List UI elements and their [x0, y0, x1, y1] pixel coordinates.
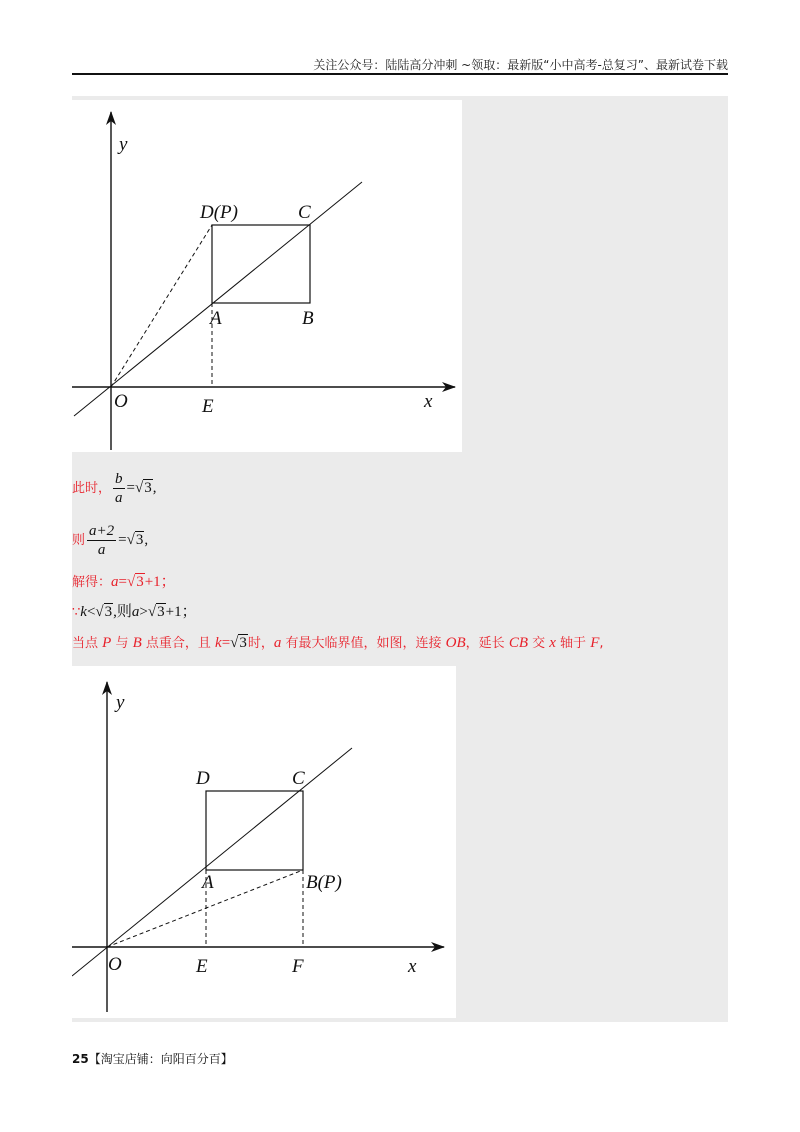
header-rule — [72, 73, 728, 75]
label-a: A — [210, 308, 222, 329]
page-footer — [72, 1050, 233, 1067]
solution-line-1: 此时， $\frac{b}{a}$ =√3, — [72, 471, 157, 506]
label-b: B — [302, 308, 314, 329]
label-o: O — [108, 954, 122, 975]
label-b-p: B(P) — [306, 872, 342, 893]
solution-line-2: 则 $\frac{a+2}{a}$ =√3, — [72, 523, 149, 558]
label-o: O — [114, 391, 128, 412]
footer-shop-text: 【淘宝店铺：向阳百分百】 — [88, 1052, 233, 1066]
label-x: x — [424, 391, 433, 412]
label-y: y — [119, 134, 128, 155]
label-e: E — [202, 396, 214, 417]
label-c: C — [298, 202, 311, 223]
label-d: D — [196, 768, 210, 789]
solution-line-5: 当点 P 与 B 点重合，且 k=√3时，a 有最大临界值，如图，连接 OB，延长 CB 交 x 轴于 F, — [72, 635, 604, 651]
label-e: E — [196, 956, 208, 977]
label-c: C — [292, 768, 305, 789]
label-f: F — [292, 956, 304, 977]
page-header-text: 关注公众号：陆陆高分冲刺 ~领取：最新版“小中高考-总复习”、最新试卷下载 — [313, 58, 728, 72]
label-a: A — [202, 872, 214, 893]
line-y-eq-kx — [72, 748, 352, 976]
label-y: y — [116, 692, 125, 713]
page-number: 25 — [72, 1052, 89, 1066]
dashed-line-od — [111, 225, 212, 387]
solution-line-3: 解得：a=√3+1； — [72, 574, 176, 590]
figure-2-diagram — [72, 666, 456, 1018]
figure-1-diagram — [72, 100, 462, 452]
label-x: x — [408, 956, 417, 977]
label-d-p: D(P) — [200, 202, 238, 223]
rectangle-abcd — [206, 791, 303, 870]
solution-line-4: ∵k<√3,则a>√3+1； — [72, 604, 197, 620]
